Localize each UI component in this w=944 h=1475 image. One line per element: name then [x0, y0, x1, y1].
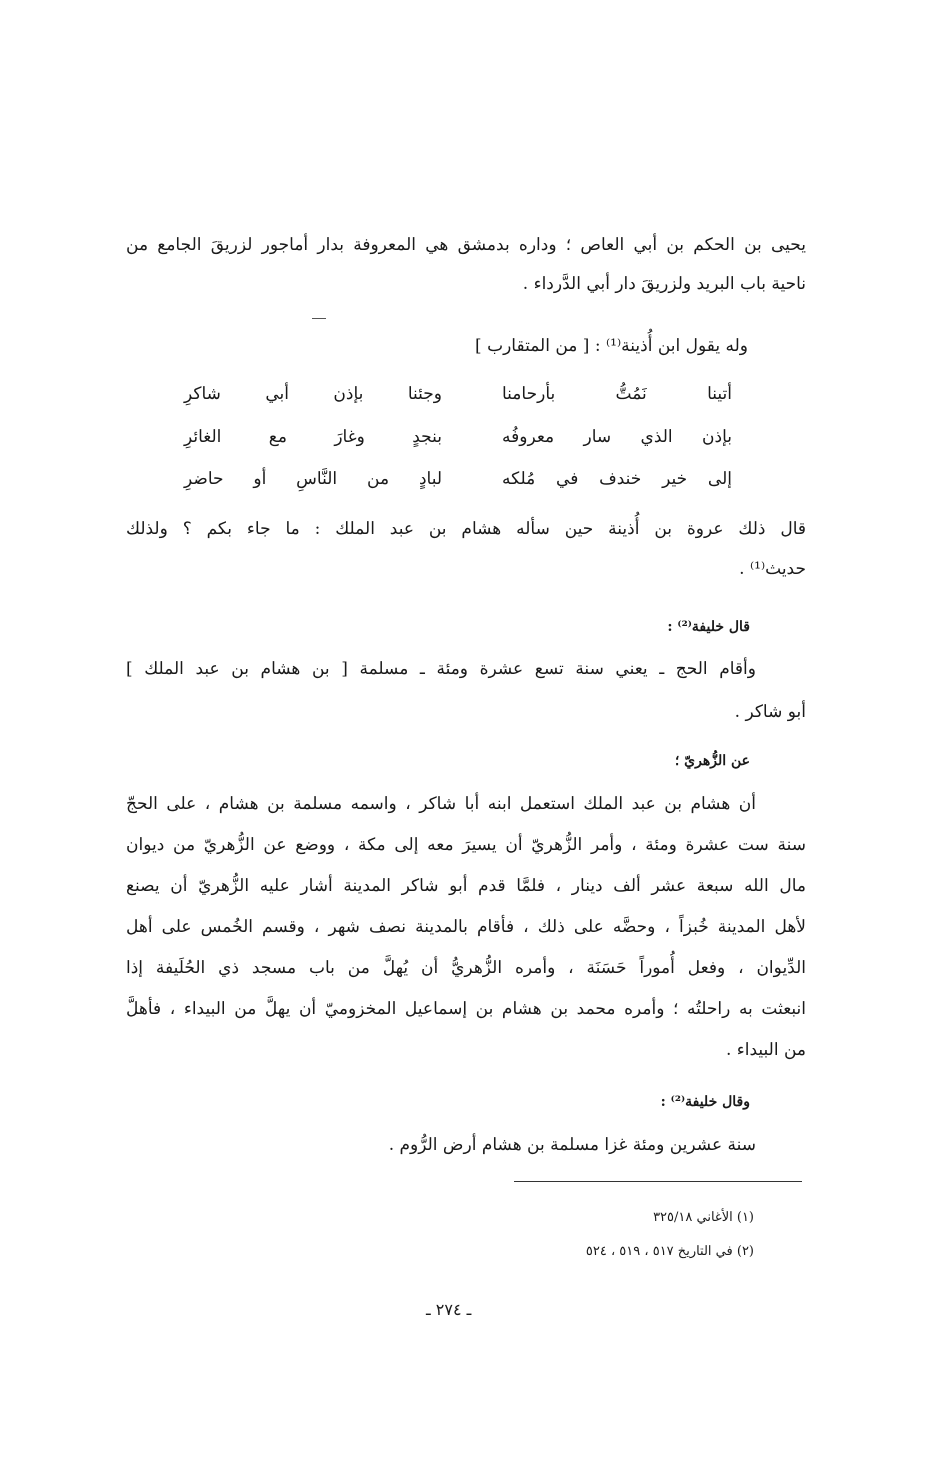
section-2-line-6: انبعثت به راحلتُه ؛ وأمره محمد بن هشام بن إسماعيل المخزوميّ أن يهلَّ من البيداء ، فأهلَّ [126, 999, 806, 1019]
section-1-line-1: وأقام الحج ـ يعني سنة تسع عشرة ومئة ـ مسلمة [ بن هشام بن عبد الملك ] [126, 659, 756, 679]
section-3-heading: وقال خليفة⁽²⁾ : [660, 1094, 750, 1110]
section-2-line-5: الدِّيوان ، وفعل أُموراً حَسَنَة ، وأمره الزُّهريُّ أن يُهلَّ من باب مسجد ذي الحُلَيفة إذا [126, 958, 806, 978]
section-2-line-2: سنة ست عشرة ومئة ، وأمر الزُّهريّ أن يسيرَ معه إلى مكة ، ووضع عن الزُّهريّ من ديوان [126, 835, 806, 855]
footnote-separator [514, 1181, 802, 1182]
footnote-1: (١) الأغاني ٣٢٥/١٨ [653, 1210, 754, 1225]
section-2-line-4: لأهل المدينة خُبزاً ، وحضَّه على ذلك ، فأقام بالمدينة نصف شهر ، وقسم الخُمس على أهل [126, 917, 806, 937]
intro-line-2: ناحية باب البريد ولزريقَ دار أبي الدَّرداء . [522, 274, 806, 294]
section-2-line-1: أن هشام بن عبد الملك استعمل ابنه أبا شاكر ، واسمه مسلمة بن هشام ، على الحجّ [126, 794, 756, 814]
verse-1-second-hemistich: وجئنا بإذن أبي شاكرِ [184, 384, 442, 404]
intro-line-1: يحيى بن الحكم بن أبي العاص ؛ وداره بدمشق هي المعروفة بدار أماجور لزريقَ الجامع من [126, 235, 806, 255]
verse-3-second-hemistich: لبادٍ من النَّاسِ أو حاضرِ [184, 469, 442, 489]
poem-intro: وله يقول ابن أُذينة⁽¹⁾ : [ من المتقارب ] [475, 336, 748, 356]
section-2-line-7: من البيداء . [725, 1040, 806, 1060]
after-poem-line-1: قال ذلك عروة بن أُذينة حين سأله هشام بن عبد الملك : ما جاء بكم ؟ ولذلك [126, 519, 806, 539]
verse-3-first-hemistich: إلى خير خندف في مُلكه [502, 469, 732, 489]
section-3-line-1: سنة عشرين ومئة غزا مسلمة بن هشام أرض الرُّوم . [388, 1135, 756, 1155]
verse-2-first-hemistich: بإذن الذي سار معروفُه [502, 427, 732, 447]
section-1-heading: قال خليفة⁽²⁾ : [667, 619, 750, 635]
section-2-heading: عن الزُّهريّ ؛ [674, 753, 750, 769]
section-2-line-3: مال الله سبعة عشر ألف دينار ، فلمَّا قدم أبو شاكر المدينة أشار عليه الزُّهريّ أن يصنع [126, 876, 806, 896]
page-number: ـ ٢٧٤ ـ [426, 1300, 472, 1319]
stray-mark [312, 318, 326, 319]
verse-1-first-hemistich: أتينا نَمُتُّ بأرحامنا [502, 384, 732, 404]
after-poem-line-2: حديث⁽¹⁾ . [739, 559, 806, 579]
verse-2-second-hemistich: بنجدٍ وغارَ مع الغائرِ [184, 427, 442, 447]
footnote-2: (٢) في التاريخ ٥١٧ ، ٥١٩ ، ٥٢٤ [585, 1244, 754, 1259]
section-1-line-2: أبو شاكر . [734, 702, 806, 722]
